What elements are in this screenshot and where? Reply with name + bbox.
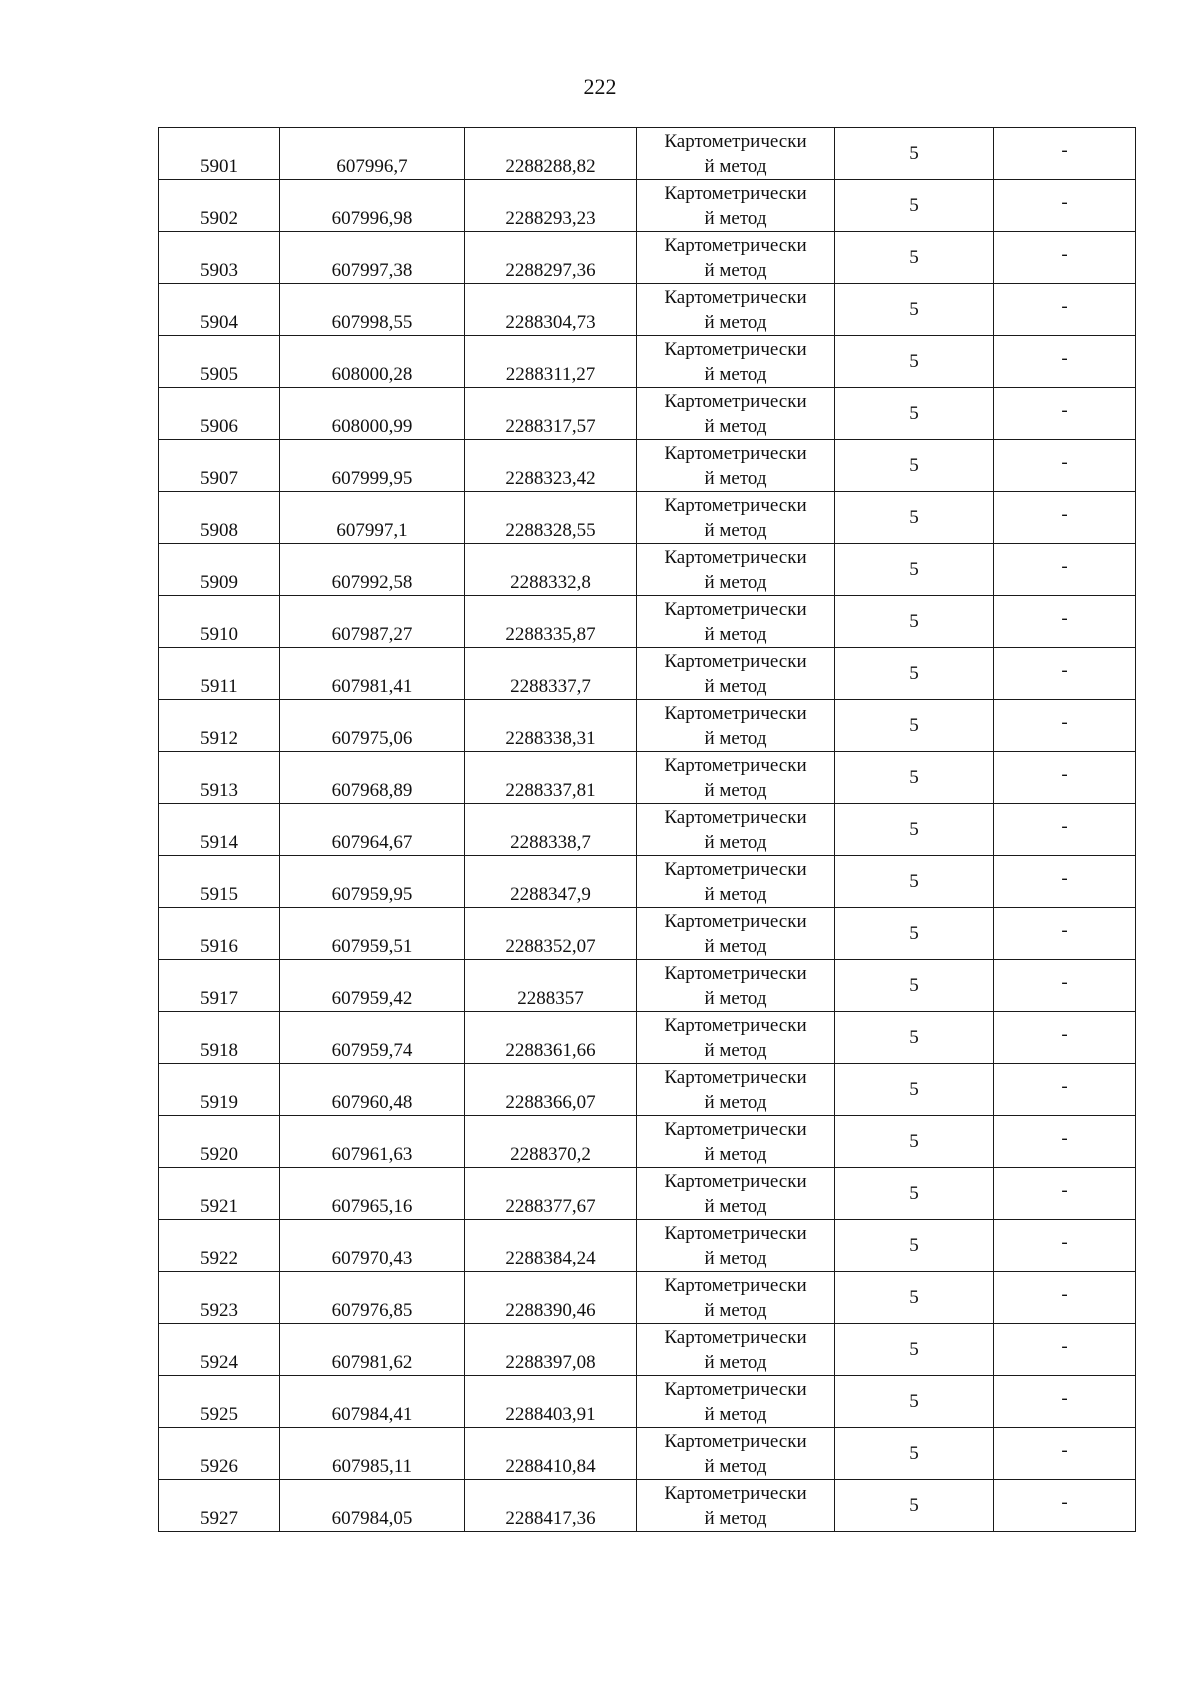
point-number-cell: 5924 bbox=[159, 1324, 280, 1376]
y-coordinate-cell: 2288335,87 bbox=[465, 596, 637, 648]
note-text: - bbox=[1061, 1075, 1068, 1097]
accuracy-cell: 5 bbox=[835, 1012, 994, 1064]
method-text-line1: Картометрически bbox=[664, 858, 807, 880]
note-cell bbox=[994, 960, 1136, 1012]
method-text-line1: Картометрически bbox=[664, 1482, 807, 1504]
point-number-cell: 5927 bbox=[159, 1480, 280, 1532]
point-number-cell: 5919 bbox=[159, 1064, 280, 1116]
table-row bbox=[159, 1324, 1136, 1376]
method-cell bbox=[637, 1324, 835, 1376]
coordinates-table bbox=[158, 127, 1136, 1532]
accuracy-cell: 5 bbox=[835, 388, 994, 440]
y-coordinate-cell: 2288357 bbox=[465, 960, 637, 1012]
method-text-line2: й метод bbox=[704, 311, 767, 333]
x-coordinate-cell: 607960,48 bbox=[280, 1064, 465, 1116]
y-coordinate-cell: 2288366,07 bbox=[465, 1064, 637, 1116]
method-cell bbox=[637, 1012, 835, 1064]
note-cell bbox=[994, 856, 1136, 908]
note-cell bbox=[994, 1376, 1136, 1428]
x-coordinate-cell: 607997,1 bbox=[280, 492, 465, 544]
point-number-cell: 5906 bbox=[159, 388, 280, 440]
note-text: - bbox=[1061, 971, 1068, 993]
point-number-cell: 5921 bbox=[159, 1168, 280, 1220]
x-coordinate-cell: 607970,43 bbox=[280, 1220, 465, 1272]
point-number-cell: 5912 bbox=[159, 700, 280, 752]
note-text: - bbox=[1061, 607, 1068, 629]
method-cell bbox=[637, 648, 835, 700]
point-number-cell: 5926 bbox=[159, 1428, 280, 1480]
note-cell bbox=[994, 1480, 1136, 1532]
table-row bbox=[159, 1480, 1136, 1532]
method-cell bbox=[637, 700, 835, 752]
method-text-line1: Картометрически bbox=[664, 1274, 807, 1296]
point-number-cell: 5903 bbox=[159, 232, 280, 284]
y-coordinate-cell: 2288361,66 bbox=[465, 1012, 637, 1064]
table-row bbox=[159, 1168, 1136, 1220]
method-text-line2: й метод bbox=[704, 1143, 767, 1165]
note-text: - bbox=[1061, 1491, 1068, 1513]
accuracy-cell: 5 bbox=[835, 1272, 994, 1324]
method-text-line2: й метод bbox=[704, 1091, 767, 1113]
method-cell bbox=[637, 492, 835, 544]
point-number-cell: 5914 bbox=[159, 804, 280, 856]
accuracy-cell: 5 bbox=[835, 1064, 994, 1116]
x-coordinate-cell: 607959,74 bbox=[280, 1012, 465, 1064]
y-coordinate-cell: 2288304,73 bbox=[465, 284, 637, 336]
method-text-line1: Картометрически bbox=[664, 1326, 807, 1348]
method-text-line1: Картометрически bbox=[664, 806, 807, 828]
accuracy-cell: 5 bbox=[835, 1324, 994, 1376]
note-cell bbox=[994, 1220, 1136, 1272]
method-text-line2: й метод bbox=[704, 1247, 767, 1269]
method-text-line1: Картометрически bbox=[664, 1118, 807, 1140]
method-cell bbox=[637, 908, 835, 960]
note-text: - bbox=[1061, 1127, 1068, 1149]
method-text-line2: й метод bbox=[704, 415, 767, 437]
method-cell bbox=[637, 1480, 835, 1532]
method-cell bbox=[637, 1168, 835, 1220]
table-row bbox=[159, 1376, 1136, 1428]
table-row bbox=[159, 180, 1136, 232]
accuracy-cell: 5 bbox=[835, 544, 994, 596]
point-number-cell: 5916 bbox=[159, 908, 280, 960]
y-coordinate-cell: 2288328,55 bbox=[465, 492, 637, 544]
table-row bbox=[159, 804, 1136, 856]
note-text: - bbox=[1061, 399, 1068, 421]
method-text-line2: й метод bbox=[704, 935, 767, 957]
accuracy-cell: 5 bbox=[835, 128, 994, 180]
y-coordinate-cell: 2288397,08 bbox=[465, 1324, 637, 1376]
x-coordinate-cell: 607975,06 bbox=[280, 700, 465, 752]
x-coordinate-cell: 608000,99 bbox=[280, 388, 465, 440]
method-cell bbox=[637, 128, 835, 180]
table-row bbox=[159, 596, 1136, 648]
accuracy-cell: 5 bbox=[835, 1220, 994, 1272]
method-text-line2: й метод bbox=[704, 1195, 767, 1217]
table-row bbox=[159, 232, 1136, 284]
method-cell bbox=[637, 804, 835, 856]
method-cell bbox=[637, 440, 835, 492]
y-coordinate-cell: 2288297,36 bbox=[465, 232, 637, 284]
x-coordinate-cell: 607996,98 bbox=[280, 180, 465, 232]
point-number-cell: 5925 bbox=[159, 1376, 280, 1428]
method-text-line2: й метод bbox=[704, 831, 767, 853]
method-text-line1: Картометрически bbox=[664, 754, 807, 776]
point-number-cell: 5902 bbox=[159, 180, 280, 232]
table-row bbox=[159, 284, 1136, 336]
table-row bbox=[159, 544, 1136, 596]
x-coordinate-cell: 607959,95 bbox=[280, 856, 465, 908]
point-number-cell: 5904 bbox=[159, 284, 280, 336]
method-cell bbox=[637, 1272, 835, 1324]
table-row bbox=[159, 700, 1136, 752]
method-text-line1: Картометрически bbox=[664, 130, 807, 152]
method-text-line2: й метод bbox=[704, 1455, 767, 1477]
point-number-cell: 5905 bbox=[159, 336, 280, 388]
x-coordinate-cell: 607965,16 bbox=[280, 1168, 465, 1220]
y-coordinate-cell: 2288323,42 bbox=[465, 440, 637, 492]
method-text-line2: й метод bbox=[704, 155, 767, 177]
accuracy-cell: 5 bbox=[835, 1376, 994, 1428]
method-text-line2: й метод bbox=[704, 207, 767, 229]
note-cell bbox=[994, 1428, 1136, 1480]
note-text: - bbox=[1061, 295, 1068, 317]
y-coordinate-cell: 2288332,8 bbox=[465, 544, 637, 596]
note-text: - bbox=[1061, 1387, 1068, 1409]
note-cell bbox=[994, 1012, 1136, 1064]
accuracy-cell: 5 bbox=[835, 180, 994, 232]
method-text-line2: й метод bbox=[704, 675, 767, 697]
note-text: - bbox=[1061, 1231, 1068, 1253]
y-coordinate-cell: 2288352,07 bbox=[465, 908, 637, 960]
accuracy-cell: 5 bbox=[835, 232, 994, 284]
y-coordinate-cell: 2288337,81 bbox=[465, 752, 637, 804]
note-text: - bbox=[1061, 347, 1068, 369]
point-number-cell: 5918 bbox=[159, 1012, 280, 1064]
table-row bbox=[159, 1064, 1136, 1116]
accuracy-cell: 5 bbox=[835, 284, 994, 336]
x-coordinate-cell: 607968,89 bbox=[280, 752, 465, 804]
note-cell bbox=[994, 128, 1136, 180]
accuracy-cell: 5 bbox=[835, 336, 994, 388]
note-cell bbox=[994, 908, 1136, 960]
accuracy-cell: 5 bbox=[835, 1168, 994, 1220]
table-row bbox=[159, 336, 1136, 388]
method-text-line1: Картометрически bbox=[664, 494, 807, 516]
method-cell bbox=[637, 1220, 835, 1272]
note-text: - bbox=[1061, 815, 1068, 837]
table-row bbox=[159, 908, 1136, 960]
note-cell bbox=[994, 492, 1136, 544]
method-text-line1: Картометрически bbox=[664, 546, 807, 568]
table-row bbox=[159, 440, 1136, 492]
point-number-cell: 5923 bbox=[159, 1272, 280, 1324]
y-coordinate-cell: 2288311,27 bbox=[465, 336, 637, 388]
y-coordinate-cell: 2288317,57 bbox=[465, 388, 637, 440]
x-coordinate-cell: 607984,05 bbox=[280, 1480, 465, 1532]
method-text-line1: Картометрически bbox=[664, 442, 807, 464]
note-text: - bbox=[1061, 451, 1068, 473]
accuracy-cell: 5 bbox=[835, 492, 994, 544]
x-coordinate-cell: 607985,11 bbox=[280, 1428, 465, 1480]
note-cell bbox=[994, 544, 1136, 596]
note-text: - bbox=[1061, 919, 1068, 941]
method-cell bbox=[637, 232, 835, 284]
point-number-cell: 5910 bbox=[159, 596, 280, 648]
method-text-line2: й метод bbox=[704, 623, 767, 645]
note-text: - bbox=[1061, 503, 1068, 525]
note-text: - bbox=[1061, 555, 1068, 577]
method-cell bbox=[637, 1376, 835, 1428]
point-number-cell: 5913 bbox=[159, 752, 280, 804]
point-number-cell: 5907 bbox=[159, 440, 280, 492]
note-cell bbox=[994, 700, 1136, 752]
table-row bbox=[159, 1272, 1136, 1324]
method-cell bbox=[637, 336, 835, 388]
method-text-line2: й метод bbox=[704, 363, 767, 385]
method-text-line1: Картометрически bbox=[664, 1222, 807, 1244]
method-text-line1: Картометрически bbox=[664, 234, 807, 256]
x-coordinate-cell: 607981,62 bbox=[280, 1324, 465, 1376]
accuracy-cell: 5 bbox=[835, 804, 994, 856]
accuracy-cell: 5 bbox=[835, 1428, 994, 1480]
note-cell bbox=[994, 648, 1136, 700]
note-text: - bbox=[1061, 711, 1068, 733]
x-coordinate-cell: 607961,63 bbox=[280, 1116, 465, 1168]
method-text-line1: Картометрически bbox=[664, 182, 807, 204]
y-coordinate-cell: 2288417,36 bbox=[465, 1480, 637, 1532]
note-cell bbox=[994, 596, 1136, 648]
method-text-line2: й метод bbox=[704, 883, 767, 905]
note-text: - bbox=[1061, 1179, 1068, 1201]
method-text-line1: Картометрически bbox=[664, 1430, 807, 1452]
accuracy-cell: 5 bbox=[835, 1116, 994, 1168]
method-text-line1: Картометрически bbox=[664, 962, 807, 984]
method-text-line2: й метод bbox=[704, 1299, 767, 1321]
method-text-line2: й метод bbox=[704, 1039, 767, 1061]
method-text-line2: й метод bbox=[704, 987, 767, 1009]
table-row bbox=[159, 960, 1136, 1012]
method-text-line1: Картометрически bbox=[664, 598, 807, 620]
note-text: - bbox=[1061, 139, 1068, 161]
note-cell bbox=[994, 1324, 1136, 1376]
accuracy-cell: 5 bbox=[835, 596, 994, 648]
y-coordinate-cell: 2288337,7 bbox=[465, 648, 637, 700]
method-text-line1: Картометрически bbox=[664, 1170, 807, 1192]
accuracy-cell: 5 bbox=[835, 752, 994, 804]
accuracy-cell: 5 bbox=[835, 648, 994, 700]
y-coordinate-cell: 2288288,82 bbox=[465, 128, 637, 180]
method-cell bbox=[637, 596, 835, 648]
page-number: 222 bbox=[583, 74, 617, 99]
note-cell bbox=[994, 1116, 1136, 1168]
y-coordinate-cell: 2288347,9 bbox=[465, 856, 637, 908]
note-cell bbox=[994, 752, 1136, 804]
table-row bbox=[159, 752, 1136, 804]
note-cell bbox=[994, 1168, 1136, 1220]
method-text-line2: й метод bbox=[704, 519, 767, 541]
point-number-cell: 5901 bbox=[159, 128, 280, 180]
y-coordinate-cell: 2288384,24 bbox=[465, 1220, 637, 1272]
method-text-line1: Картометрически bbox=[664, 910, 807, 932]
x-coordinate-cell: 607976,85 bbox=[280, 1272, 465, 1324]
x-coordinate-cell: 607959,42 bbox=[280, 960, 465, 1012]
y-coordinate-cell: 2288403,91 bbox=[465, 1376, 637, 1428]
x-coordinate-cell: 608000,28 bbox=[280, 336, 465, 388]
method-cell bbox=[637, 544, 835, 596]
accuracy-cell: 5 bbox=[835, 700, 994, 752]
note-text: - bbox=[1061, 659, 1068, 681]
y-coordinate-cell: 2288410,84 bbox=[465, 1428, 637, 1480]
y-coordinate-cell: 2288338,7 bbox=[465, 804, 637, 856]
point-number-cell: 5911 bbox=[159, 648, 280, 700]
method-text-line2: й метод bbox=[704, 1351, 767, 1373]
method-text-line1: Картометрически bbox=[664, 286, 807, 308]
table-row bbox=[159, 856, 1136, 908]
y-coordinate-cell: 2288293,23 bbox=[465, 180, 637, 232]
x-coordinate-cell: 607999,95 bbox=[280, 440, 465, 492]
table-row bbox=[159, 388, 1136, 440]
x-coordinate-cell: 607997,38 bbox=[280, 232, 465, 284]
accuracy-cell: 5 bbox=[835, 440, 994, 492]
table-row bbox=[159, 648, 1136, 700]
table-row bbox=[159, 492, 1136, 544]
method-text-line1: Картометрически bbox=[664, 338, 807, 360]
method-text-line2: й метод bbox=[704, 1507, 767, 1529]
method-cell bbox=[637, 1116, 835, 1168]
note-text: - bbox=[1061, 1439, 1068, 1461]
x-coordinate-cell: 607981,41 bbox=[280, 648, 465, 700]
method-text-line1: Картометрически bbox=[664, 1378, 807, 1400]
table-row bbox=[159, 1012, 1136, 1064]
method-cell bbox=[637, 180, 835, 232]
y-coordinate-cell: 2288377,67 bbox=[465, 1168, 637, 1220]
note-cell bbox=[994, 336, 1136, 388]
note-cell bbox=[994, 388, 1136, 440]
coordinates-table-body bbox=[159, 128, 1136, 1532]
x-coordinate-cell: 607964,67 bbox=[280, 804, 465, 856]
method-cell bbox=[637, 960, 835, 1012]
method-text-line2: й метод bbox=[704, 779, 767, 801]
method-cell bbox=[637, 1428, 835, 1480]
x-coordinate-cell: 607992,58 bbox=[280, 544, 465, 596]
method-text-line2: й метод bbox=[704, 571, 767, 593]
table-row bbox=[159, 1116, 1136, 1168]
note-cell bbox=[994, 180, 1136, 232]
point-number-cell: 5915 bbox=[159, 856, 280, 908]
method-cell bbox=[637, 856, 835, 908]
method-text-line2: й метод bbox=[704, 1403, 767, 1425]
note-cell bbox=[994, 284, 1136, 336]
note-cell bbox=[994, 440, 1136, 492]
method-text-line1: Картометрически bbox=[664, 1014, 807, 1036]
method-text-line1: Картометрически bbox=[664, 702, 807, 724]
x-coordinate-cell: 607984,41 bbox=[280, 1376, 465, 1428]
note-cell bbox=[994, 1064, 1136, 1116]
method-cell bbox=[637, 284, 835, 336]
point-number-cell: 5908 bbox=[159, 492, 280, 544]
point-number-cell: 5917 bbox=[159, 960, 280, 1012]
table-row bbox=[159, 1220, 1136, 1272]
y-coordinate-cell: 2288338,31 bbox=[465, 700, 637, 752]
note-text: - bbox=[1061, 1023, 1068, 1045]
note-cell bbox=[994, 804, 1136, 856]
accuracy-cell: 5 bbox=[835, 1480, 994, 1532]
note-text: - bbox=[1061, 867, 1068, 889]
accuracy-cell: 5 bbox=[835, 856, 994, 908]
accuracy-cell: 5 bbox=[835, 960, 994, 1012]
table-row bbox=[159, 128, 1136, 180]
method-cell bbox=[637, 388, 835, 440]
method-cell bbox=[637, 752, 835, 804]
note-text: - bbox=[1061, 191, 1068, 213]
method-text-line2: й метод bbox=[704, 467, 767, 489]
table-row bbox=[159, 1428, 1136, 1480]
x-coordinate-cell: 607998,55 bbox=[280, 284, 465, 336]
y-coordinate-cell: 2288390,46 bbox=[465, 1272, 637, 1324]
y-coordinate-cell: 2288370,2 bbox=[465, 1116, 637, 1168]
method-cell bbox=[637, 1064, 835, 1116]
method-text-line2: й метод bbox=[704, 259, 767, 281]
note-cell bbox=[994, 1272, 1136, 1324]
point-number-cell: 5922 bbox=[159, 1220, 280, 1272]
method-text-line1: Картометрически bbox=[664, 1066, 807, 1088]
note-text: - bbox=[1061, 243, 1068, 265]
point-number-cell: 5920 bbox=[159, 1116, 280, 1168]
x-coordinate-cell: 607987,27 bbox=[280, 596, 465, 648]
note-text: - bbox=[1061, 1283, 1068, 1305]
method-text-line2: й метод bbox=[704, 727, 767, 749]
note-text: - bbox=[1061, 1335, 1068, 1357]
note-cell bbox=[994, 232, 1136, 284]
method-text-line1: Картометрически bbox=[664, 390, 807, 412]
point-number-cell: 5909 bbox=[159, 544, 280, 596]
method-text-line1: Картометрически bbox=[664, 650, 807, 672]
x-coordinate-cell: 607959,51 bbox=[280, 908, 465, 960]
accuracy-cell: 5 bbox=[835, 908, 994, 960]
note-text: - bbox=[1061, 763, 1068, 785]
x-coordinate-cell: 607996,7 bbox=[280, 128, 465, 180]
